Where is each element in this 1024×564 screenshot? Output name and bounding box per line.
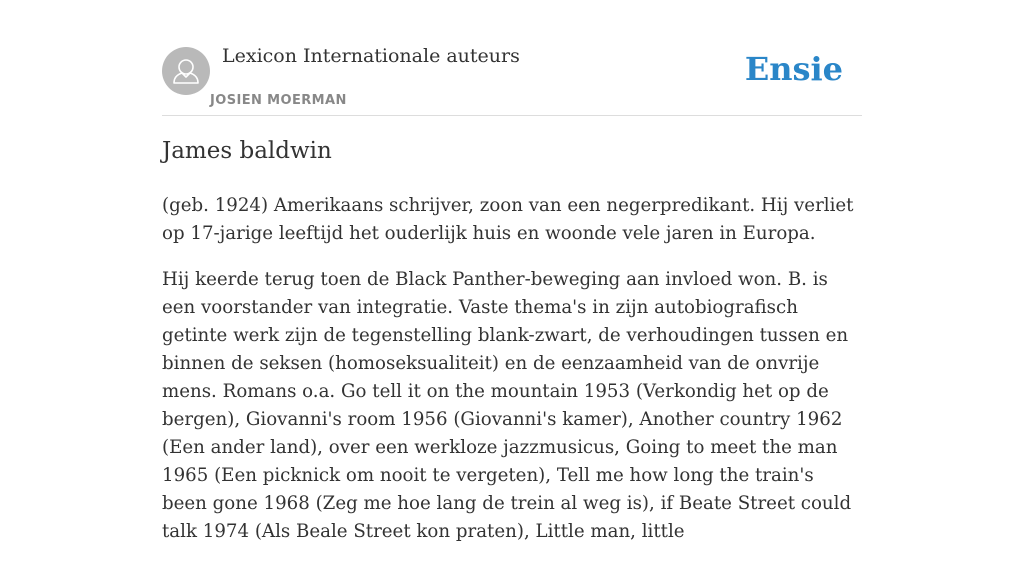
- paragraph: Hij keerde terug toen de Black Panther-beweging aan invloed won. B. is een voorstander van integratie. Vaste thema's in zijn autobiografisch getinte werk zijn de tegenstelling blank-zwart, de verhoudingen tussen en binnen de seksen (homoseksualiteit) en de eenzaamheid van de onvrije mens. Romans o.a. Go tell it on the mountain 1953 (Verkondig het op de bergen), Giovanni's room 1956 (Giovanni's kamer), Another country 1962 (Een ander land), over een werkloze jazzmusicus, Going to meet the man 1965 (Een picknick om nooit te vergeten), Tell me how long the train's been gone 1968 (Zeg me hoe lang de trein al weg is), if Beate Street could talk 1974 (Als Beale Street kon praten), Little man, little: [162, 269, 852, 542]
- entry-content: [162, 192, 862, 564]
- user-icon: [162, 47, 210, 95]
- header: [162, 0, 862, 116]
- author-avatar[interactable]: [162, 47, 210, 95]
- paragraph: (geb. 1924) Amerikaans schrijver, zoon van een negerpredikant. Hij verliet op 17-jarige leeftijd het ouderlijk huis en woonde vele jaren in Europa.: [162, 195, 854, 244]
- author-name[interactable]: JOSIEN MOERMAN: [210, 93, 347, 108]
- source-title[interactable]: Lexicon Internationale auteurs: [222, 45, 520, 67]
- entry-title: James baldwin: [162, 138, 332, 164]
- page: [162, 0, 862, 542]
- site-logo[interactable]: Ensie: [744, 50, 843, 88]
